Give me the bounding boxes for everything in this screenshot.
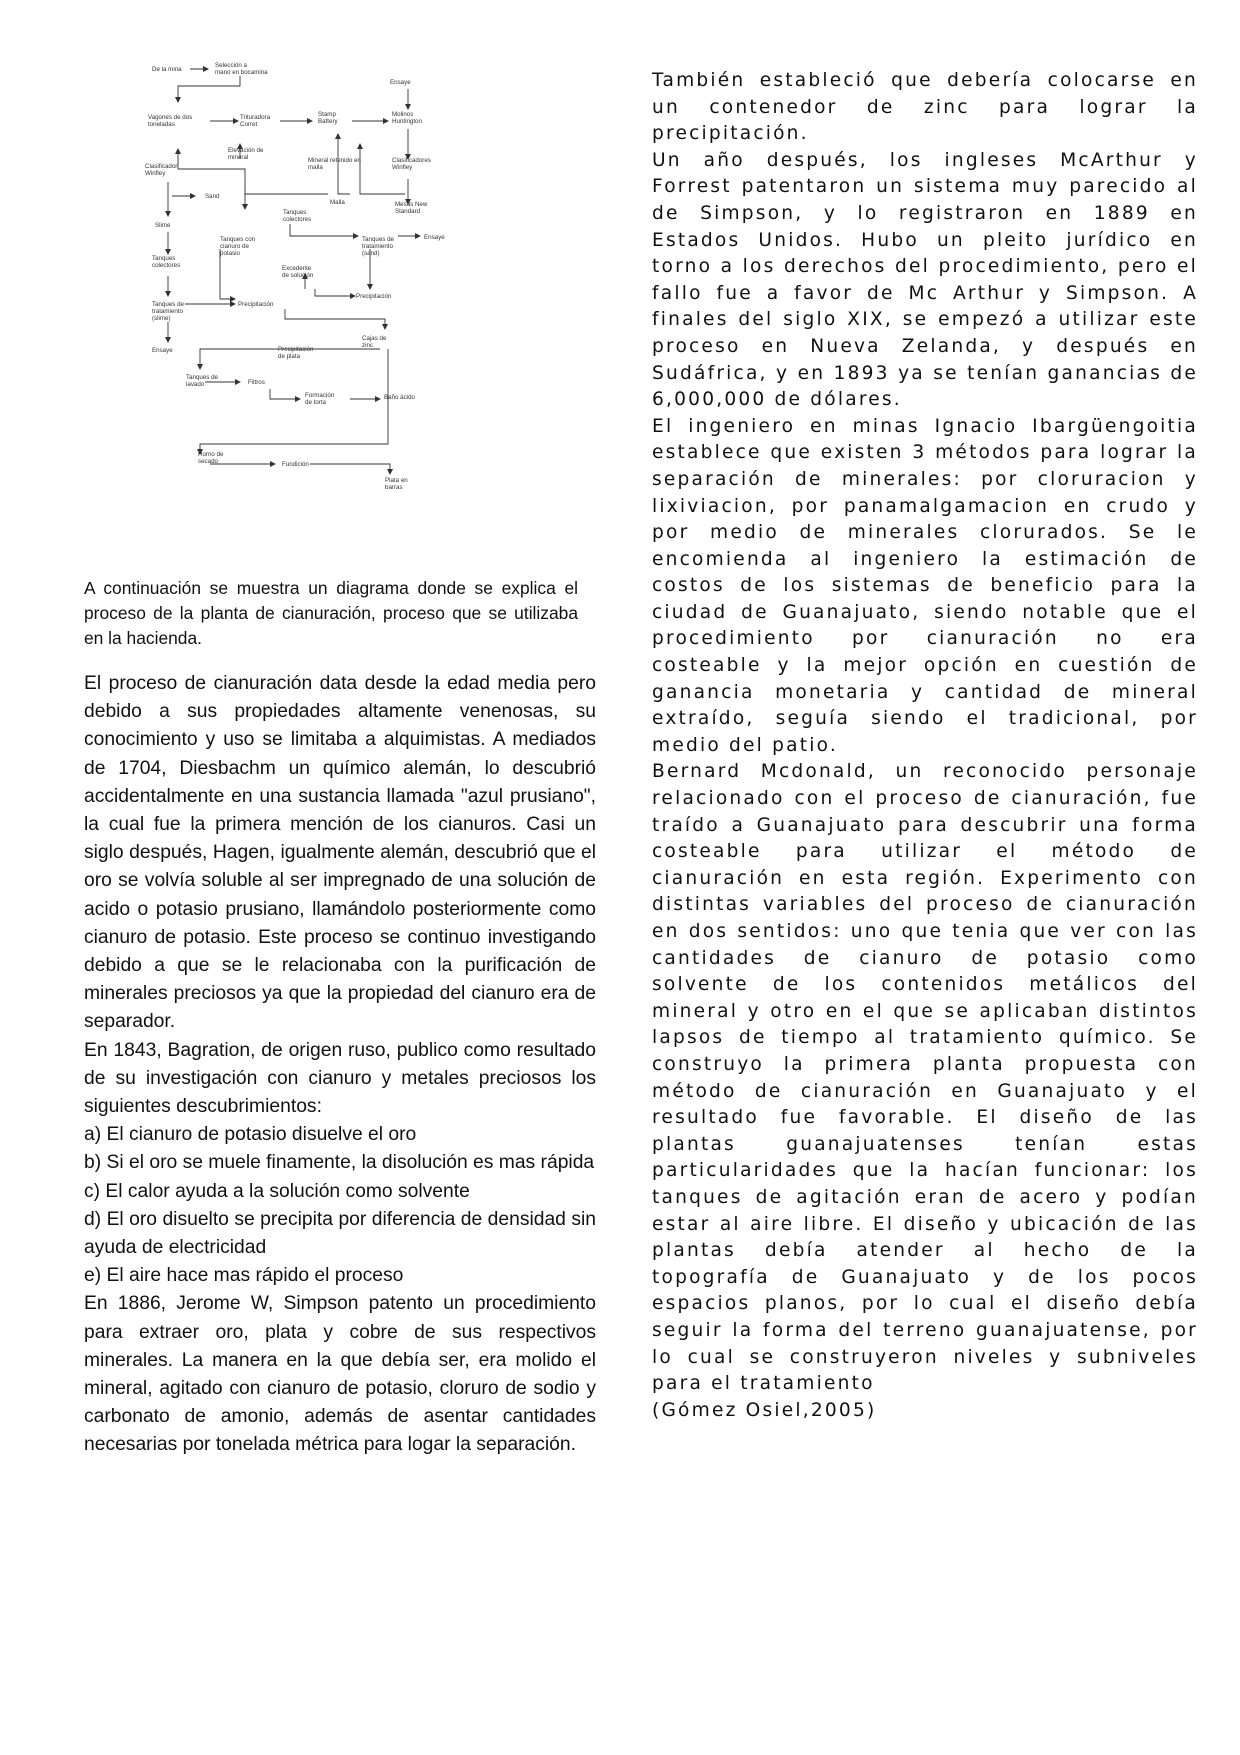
paragraph: Un año después, los ingleses McArthur y Forrest patentaron un sistema muy parecido al de Simpson, y lo registraron en 1889 en Estados Unidos. Hubo un pleito jurídico en torno a los derechos del procedimiento, pero el fallo fue a favor de Mc Arthur y Simpson. A finales del siglo XIX, se empezó a utilizar este proceso en Nueva Zelanda, y después en Sudáfrica, y en 1893 ya se tenían ganancias de 6,000,000 de dólares.: [652, 149, 1198, 411]
node-bano-acido: Baño ácido: [384, 394, 415, 401]
node-stamp-battery: Stamp Battery: [318, 111, 338, 125]
node-vagones: Vagones de dos toneladas: [148, 114, 193, 128]
node-elevacion: Elevación de mineral: [228, 147, 264, 161]
node-slime: Slime: [155, 222, 171, 229]
paragraph: El proceso de cianuración data desde la edad media pero debido a sus propiedades altamente venenosas, su conocimiento y uso se limitaba a alquimistas. A mediados de 1704, Diesbachm un químico alemán, lo descubrió accidentalmente en una sustancia llamada "azul prusiano", la cual fue la primera mención de los cianuros. Casi un siglo después, Hagen, igualmente alemán, descubrió que el oro se volvía soluble al ser impregnado de una solución de acido o potasio prusiano, llamándolo posteriormente como cianuro de potasio. Este proceso se continuo investigando debido a que se le relacionaba con la purificación de minerales preciosos ya que la propiedad del cianuro era de separador.: [84, 673, 596, 1033]
right-column: [652, 68, 1198, 1424]
list-item: e) El aire hace mas rápido el proceso: [84, 1265, 404, 1287]
node-fundicion: Fundición: [282, 461, 309, 468]
node-clasificador: Clasificador Winfley: [145, 163, 178, 177]
node-tanques-cianuro: Tanques con cianuro de potasio: [220, 236, 256, 257]
node-tanques-colectores-mid: Tanques colectores: [283, 209, 312, 223]
flow-diagram: [145, 62, 490, 554]
paragraph: En 1843, Bagration, de origen ruso, publico como resultado de su investigación con cianuro y metales preciosos los siguientes descubrimientos:: [84, 1039, 596, 1118]
node-plata-barras: Plata en barras: [385, 477, 408, 491]
cyanidation-process-diagram: [145, 62, 490, 554]
node-precipitacion-mid: Precipitación: [238, 301, 274, 308]
node-ensaye-left: Ensaye: [152, 347, 173, 354]
node-mesas: Mesas New Standard: [395, 201, 428, 215]
paragraph: En 1886, Jerome W, Simpson patento un procedimiento para extraer oro, plata y cobre de sus respectivos minerales. La manera en la que debía ser, era molido el mineral, agitado con cianuro de potasio, cloruro de sodio y carbonato de amonio, además de asentar cantidades necesarias por tonelada métrica para logar la separación.: [84, 1293, 596, 1456]
node-de-la-mina: De la mina: [152, 66, 182, 73]
list-item: d) El oro disuelto se precipita por diferencia de densidad sin ayuda de electricidad: [84, 1208, 596, 1259]
node-tanques-lavado: Tanques de lavado: [186, 374, 218, 388]
node-malla: Malla: [330, 199, 345, 206]
list-item: a) El cianuro de potasio disuelve el oro: [84, 1124, 417, 1146]
left-column: [84, 670, 596, 1460]
list-item: b) Si el oro se muele finamente, la disolución es mas rápida: [84, 1152, 595, 1174]
node-ensaye-top: Ensaye: [390, 79, 411, 86]
node-excedente: Excedente de solución: [282, 265, 314, 279]
node-clasificadores: Clasificadores Winfley: [392, 157, 431, 171]
citation: (Gómez Osiel,2005): [652, 1399, 877, 1421]
node-precipitacion-right: Precipitación: [356, 293, 392, 300]
node-tanques-colectores-left: Tanques colectores: [152, 255, 181, 269]
node-seleccion: Selección a mano en bocamina: [215, 62, 268, 76]
node-precipitacion-plata: Precipitación de plata: [278, 346, 314, 360]
paragraph: También estableció que debería colocarse en un contenedor de zinc para lograr la precipitación.: [652, 70, 1198, 145]
paragraph: Bernard Mcdonald, un reconocido personaje relacionado con el proceso de cianuración, fue traído a Guanajuato para descubrir una forma costeable para utilizar el método de cianuración en esta región. Experimento con distintas variables del proceso de cianuración en dos sentidos: uno que tenia que ver con las cantidades de cianuro de potasio como solvente de los contenidos metálicos del mineral y otro en el que se aplicaban distintos lapsos de tiempo al tratamiento químico. Se construyo la primera planta propuesta con método de cianuración en Guanajuato y el resultado fue favorable. El diseño de las plantas guanajuatenses tenían estas particularidades que la hacían funcionar: los tanques de agitación eran de acero y podían estar al aire libre. El diseño y ubicación de las plantas debía atender al hecho de la topografía de Guanajuato y de los pocos espacios planos, por lo cual el diseño debía seguir la forma del terreno guanajuatense, por lo cual se construyeron niveles y subniveles para el tratamiento: [652, 761, 1198, 1395]
paragraph: El ingeniero en minas Ignacio Ibargüengoitia establece que existen 3 métodos para lograr la separación de minerales: por cloruracion y lixiviacion, por panamalgamacion en crudo y por medio de minerales clorurados. Se le encomienda al ingeniero la estimación de costos de los sistemas de beneficio para la ciudad de Guanajuato, siendo notable que el procedimiento por cianuración no era costeable y la mejor opción en cuestión de ganancia monetaria y cantidad de mineral extraído, seguía siendo el tradicional, por medio del patio.: [652, 415, 1198, 756]
list-item: c) El calor ayuda a la solución como solvente: [84, 1180, 470, 1202]
node-tanques-tratamiento-sand: Tanques de tratamiento (sand): [362, 236, 394, 257]
node-molinos: Molinos Huntington: [392, 111, 422, 125]
node-trituradora: Trituradora Corret: [240, 114, 271, 128]
node-ensaye-right: Ensaye: [424, 234, 445, 241]
node-filtros: Filtros: [248, 379, 265, 386]
node-horno: Horno de secado: [198, 451, 224, 465]
node-sand: Sand: [205, 193, 220, 200]
diagram-caption: A continuación se muestra un diagrama donde se explica el proceso de la planta de cianuración, proceso que se utilizaba en la hacienda.: [84, 578, 578, 648]
node-mineral-retenido: Mineral retenido en malla: [308, 157, 361, 171]
node-formacion-torta: Formación de torta: [305, 392, 335, 406]
node-cajas-zinc: Cajas de zinc: [362, 335, 387, 349]
node-tanques-tratamiento-slime: Tanques de tratamiento (slime): [152, 301, 184, 322]
